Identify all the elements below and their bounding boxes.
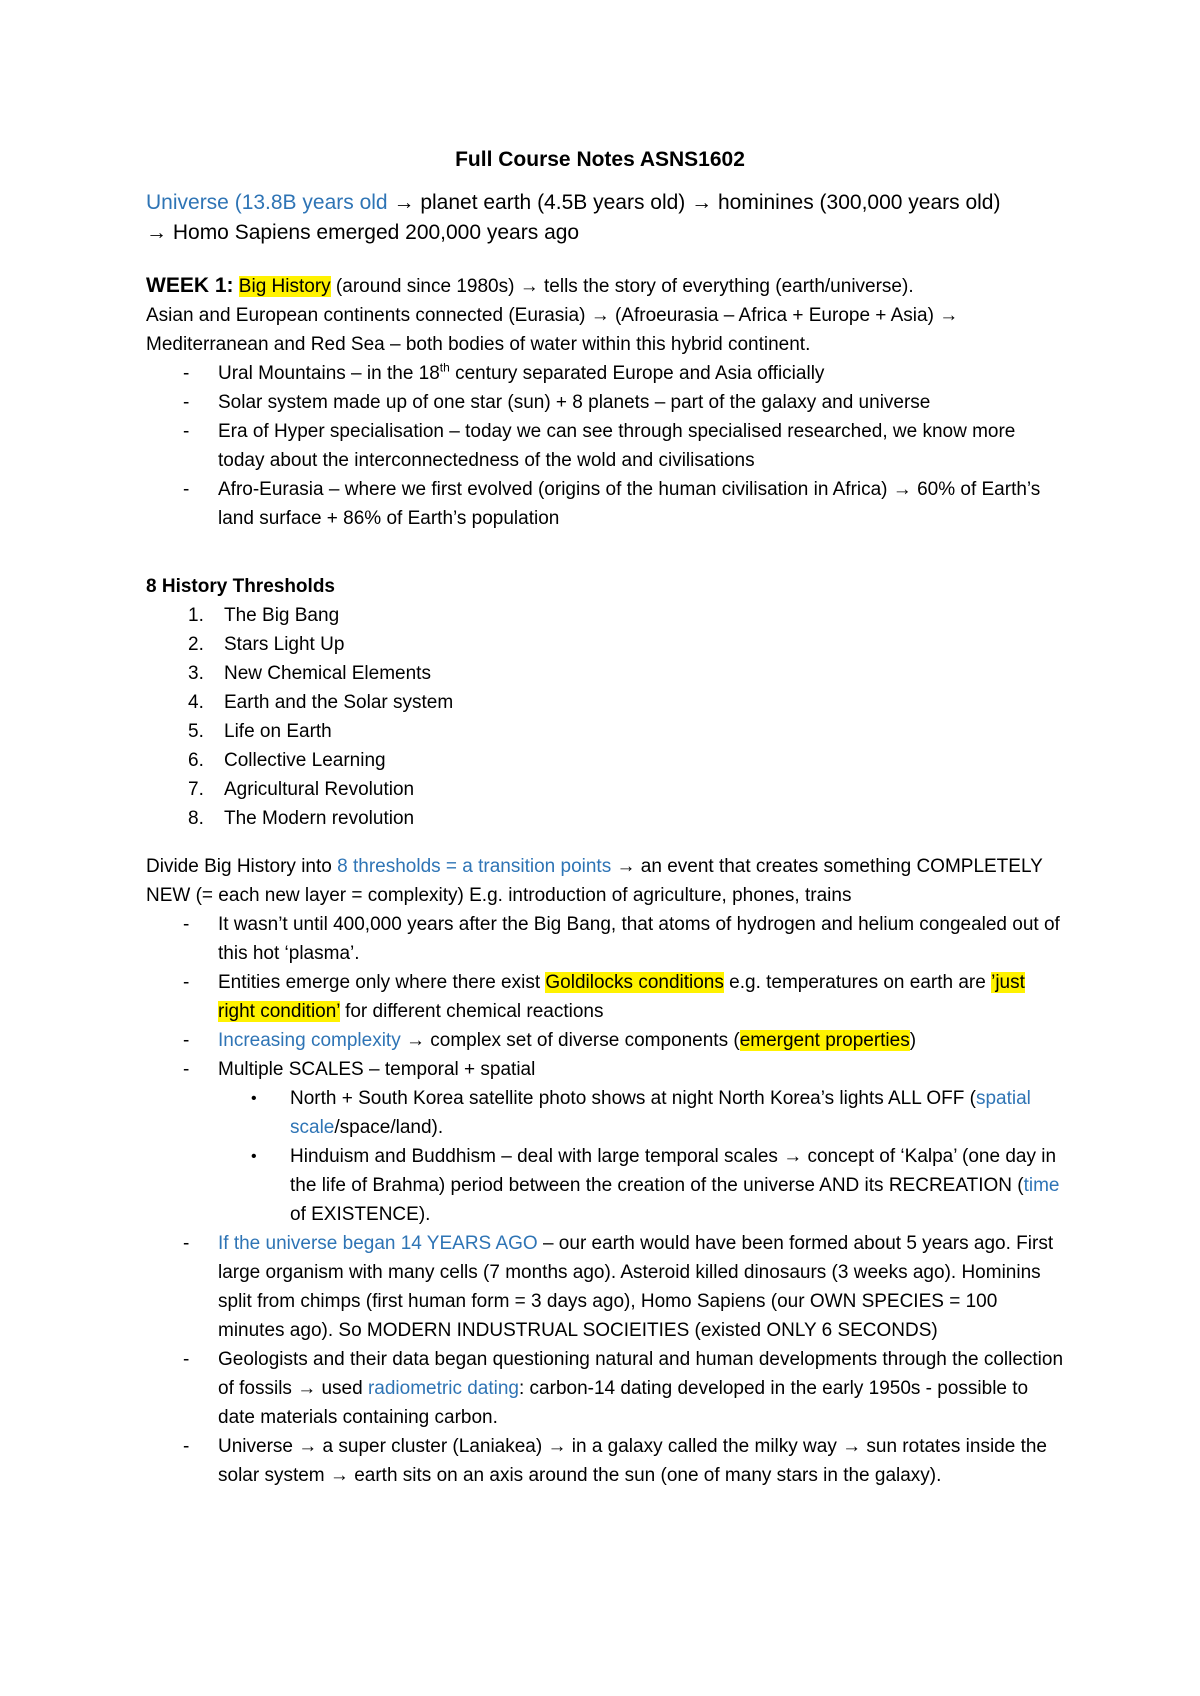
threshold-label: Life on Earth [224, 721, 332, 742]
text-run: sun rotates inside the solar system [218, 1436, 1047, 1486]
threshold-label: Agricultural Revolution [224, 779, 415, 800]
threshold-label: Stars Light Up [224, 634, 345, 655]
document-title: Full Course Notes ASNS1602 [455, 148, 745, 171]
list-item [146, 1084, 1066, 1142]
text-run: of EXISTENCE). [290, 1204, 431, 1225]
superscript: th [439, 360, 450, 375]
bullet-marker: • [251, 1148, 257, 1165]
list-item [146, 1055, 1066, 1229]
threshold-item [146, 659, 1066, 688]
week1-section [146, 271, 1066, 533]
dash-marker: - [183, 1436, 190, 1457]
intro-universe: Universe (13.8B years old [146, 191, 388, 214]
text-run: (Afroeurasia – Africa + Europe + Asia) [609, 305, 940, 326]
dash-marker: - [183, 421, 190, 442]
radiometric-dating-text: radiometric dating [367, 1378, 519, 1399]
dash-marker: - [183, 479, 190, 500]
threshold-label: Earth and the Solar system [224, 692, 454, 713]
text-run: in a galaxy called the milky way [566, 1436, 843, 1457]
text-run: Mediterranean and Red Sea – both bodies of water within this hybrid continent. [146, 334, 811, 355]
number-marker: 7. [188, 779, 204, 800]
arrow-icon: → [519, 276, 539, 297]
threshold-item [146, 717, 1066, 746]
text-run: North + South Korea satellite photo shows at night North Korea’s lights ALL OFF ( [290, 1088, 976, 1109]
threshold-item [146, 804, 1066, 833]
text-run: earth sits on an axis around the sun (one of many stars in the galaxy). [348, 1465, 942, 1486]
threshold-item [146, 601, 1066, 630]
text-run: e.g. temperatures on earth are [723, 972, 992, 993]
text-run: Era of Hyper specialisation – today we can see through specialised researched, we know more today about the interconnectedness of the wold and civilisations [218, 421, 1016, 471]
text-run: Afro-Eurasia – where we first evolved (origins of the human civilisation in Africa) [218, 479, 893, 500]
emergent-properties-highlight: emergent properties [739, 1030, 910, 1051]
text-run: 60% of Earth’s land surface + 86% of Earth’s population [218, 479, 1041, 529]
number-marker: 6. [188, 750, 204, 771]
number-marker: 3. [188, 663, 204, 684]
text-run: Entities emerge only where there exist [218, 972, 546, 993]
text-run: – our earth would have been formed about 5 years ago. First large organism with many cells (7 months ago). Asteroid killed dinosaurs (3 weeks ago). Hominins split from chimps (first human form = 3 days ago), Homo Sapiens (our OWN SPECIES = 100 minutes ago). So MODERN INDUSTRUAL SOCIEITIES (existed ONLY 6 SECONDS) [218, 1233, 1054, 1341]
increasing-complexity-text: Increasing complexity [218, 1030, 401, 1051]
text-run: used [316, 1378, 368, 1399]
list-item [146, 388, 1066, 417]
list-item [146, 1142, 1066, 1229]
list-item [146, 1026, 1066, 1055]
dash-marker: - [183, 363, 190, 384]
arrow-icon: → [939, 305, 959, 326]
intro-earth: planet earth (4.5B years old) [420, 191, 686, 214]
text-run: century separated Europe and Asia officially [449, 363, 825, 384]
threshold-item [146, 688, 1066, 717]
arrow-icon: → [146, 221, 167, 244]
just-right-highlight: ’just right condition’ [218, 972, 1025, 1022]
intro-hominines: hominines (300,000 years old) [717, 191, 1001, 214]
big-history-highlight: Big History [238, 276, 331, 297]
number-marker: 2. [188, 634, 204, 655]
list-item [146, 1345, 1066, 1432]
number-marker: 4. [188, 692, 204, 713]
list-item [146, 475, 1066, 533]
divide-section [146, 852, 1066, 1490]
thresholds-section [146, 572, 1066, 833]
text-run: It wasn’t until 400,000 years after the Big Bang, that atoms of hydrogen and helium congealed out of this hot ‘plasma’. [218, 914, 1060, 964]
text-run: concept of ‘Kalpa’ (one day in the life of Brahma) period between the creation of the universe AND its RECREATION ( [290, 1146, 1057, 1196]
arrow-icon: → [892, 479, 912, 500]
bullet-marker: • [251, 1090, 257, 1107]
week1-bullet-list [146, 359, 1066, 533]
number-marker: 8. [188, 808, 204, 829]
thresholds-blue-text: 8 thresholds = a transition points [337, 856, 612, 877]
week1-paragraph [146, 271, 1066, 359]
text-run: Asian and European continents connected (Eurasia) [146, 305, 591, 326]
intro-homo-sapiens: Homo Sapiens emerged 200,000 years ago [172, 221, 580, 244]
arrow-icon: → [298, 1436, 318, 1457]
text-run: Universe [218, 1436, 299, 1457]
time-text: time [1023, 1175, 1060, 1196]
threshold-label: The Modern revolution [224, 808, 415, 829]
dash-marker: - [183, 972, 190, 993]
threshold-item [146, 630, 1066, 659]
text-run: /space/land). [334, 1117, 444, 1138]
arrow-icon: → [691, 191, 713, 214]
arrow-icon: → [329, 1465, 349, 1486]
arrow-icon: → [842, 1436, 862, 1457]
text-run: ) [909, 1030, 917, 1051]
number-marker: 5. [188, 721, 204, 742]
arrow-icon: → [297, 1378, 317, 1399]
threshold-item [146, 775, 1066, 804]
text-run: tells the story of everything (earth/universe). [538, 276, 914, 297]
threshold-label: The Big Bang [224, 605, 340, 626]
dash-marker: - [183, 1349, 190, 1370]
list-item [146, 359, 1066, 388]
threshold-label: Collective Learning [224, 750, 386, 771]
text-run: an event that creates something COMPLETELY NEW (= each new layer = complexity) E.g. introduction of agriculture, phones, trains [146, 856, 1043, 906]
thresholds-heading: 8 History Thresholds [146, 576, 335, 597]
list-item [146, 968, 1066, 1026]
arrow-icon: → [405, 1030, 425, 1051]
divide-paragraph [146, 852, 1066, 910]
text-run: Ural Mountains – in the 18 [218, 363, 440, 384]
text-run: Hinduism and Buddhism – deal with large temporal scales [290, 1146, 784, 1167]
thresholds-list [146, 601, 1066, 833]
divide-bullet-list [146, 910, 1066, 1490]
dash-marker: - [183, 392, 190, 413]
dash-marker: - [183, 1233, 190, 1254]
text-run: (around since 1980s) [330, 276, 520, 297]
scales-sublist [146, 1084, 1066, 1229]
list-item [146, 1229, 1066, 1345]
intro-paragraph [146, 188, 1066, 248]
spatial-scale-text: spatial scale [290, 1088, 1031, 1138]
universe-14-years-text: If the universe began 14 YEARS AGO [218, 1233, 538, 1254]
dash-marker: - [183, 1059, 190, 1080]
text-run: Geologists and their data began questioning natural and human developments through the collection of fossils [218, 1349, 1064, 1399]
arrow-icon: → [590, 305, 610, 326]
text-run: Solar system made up of one star (sun) + 8 planets – part of the galaxy and universe [218, 392, 931, 413]
text-run: for different chemical reactions [339, 1001, 604, 1022]
dash-marker: - [183, 1030, 190, 1051]
list-item [146, 417, 1066, 475]
threshold-label: New Chemical Elements [224, 663, 431, 684]
text-run: : carbon-14 dating developed in the early 1950s - possible to date materials containing carbon. [218, 1378, 1029, 1428]
text-run: Multiple SCALES – temporal + spatial [218, 1059, 536, 1080]
goldilocks-highlight: Goldilocks conditions [545, 972, 724, 993]
list-item [146, 910, 1066, 968]
number-marker: 1. [188, 605, 204, 626]
dash-marker: - [183, 914, 190, 935]
threshold-item [146, 746, 1066, 775]
arrow-icon: → [783, 1146, 803, 1167]
text-run: complex set of diverse components ( [424, 1030, 740, 1051]
arrow-icon: → [393, 191, 415, 214]
text-run: Divide Big History into [146, 856, 338, 877]
text-run: a super cluster (Laniakea) [317, 1436, 548, 1457]
arrow-icon: → [616, 856, 636, 877]
list-item [146, 1432, 1066, 1490]
week1-label: WEEK 1: [146, 274, 234, 297]
arrow-icon: → [547, 1436, 567, 1457]
